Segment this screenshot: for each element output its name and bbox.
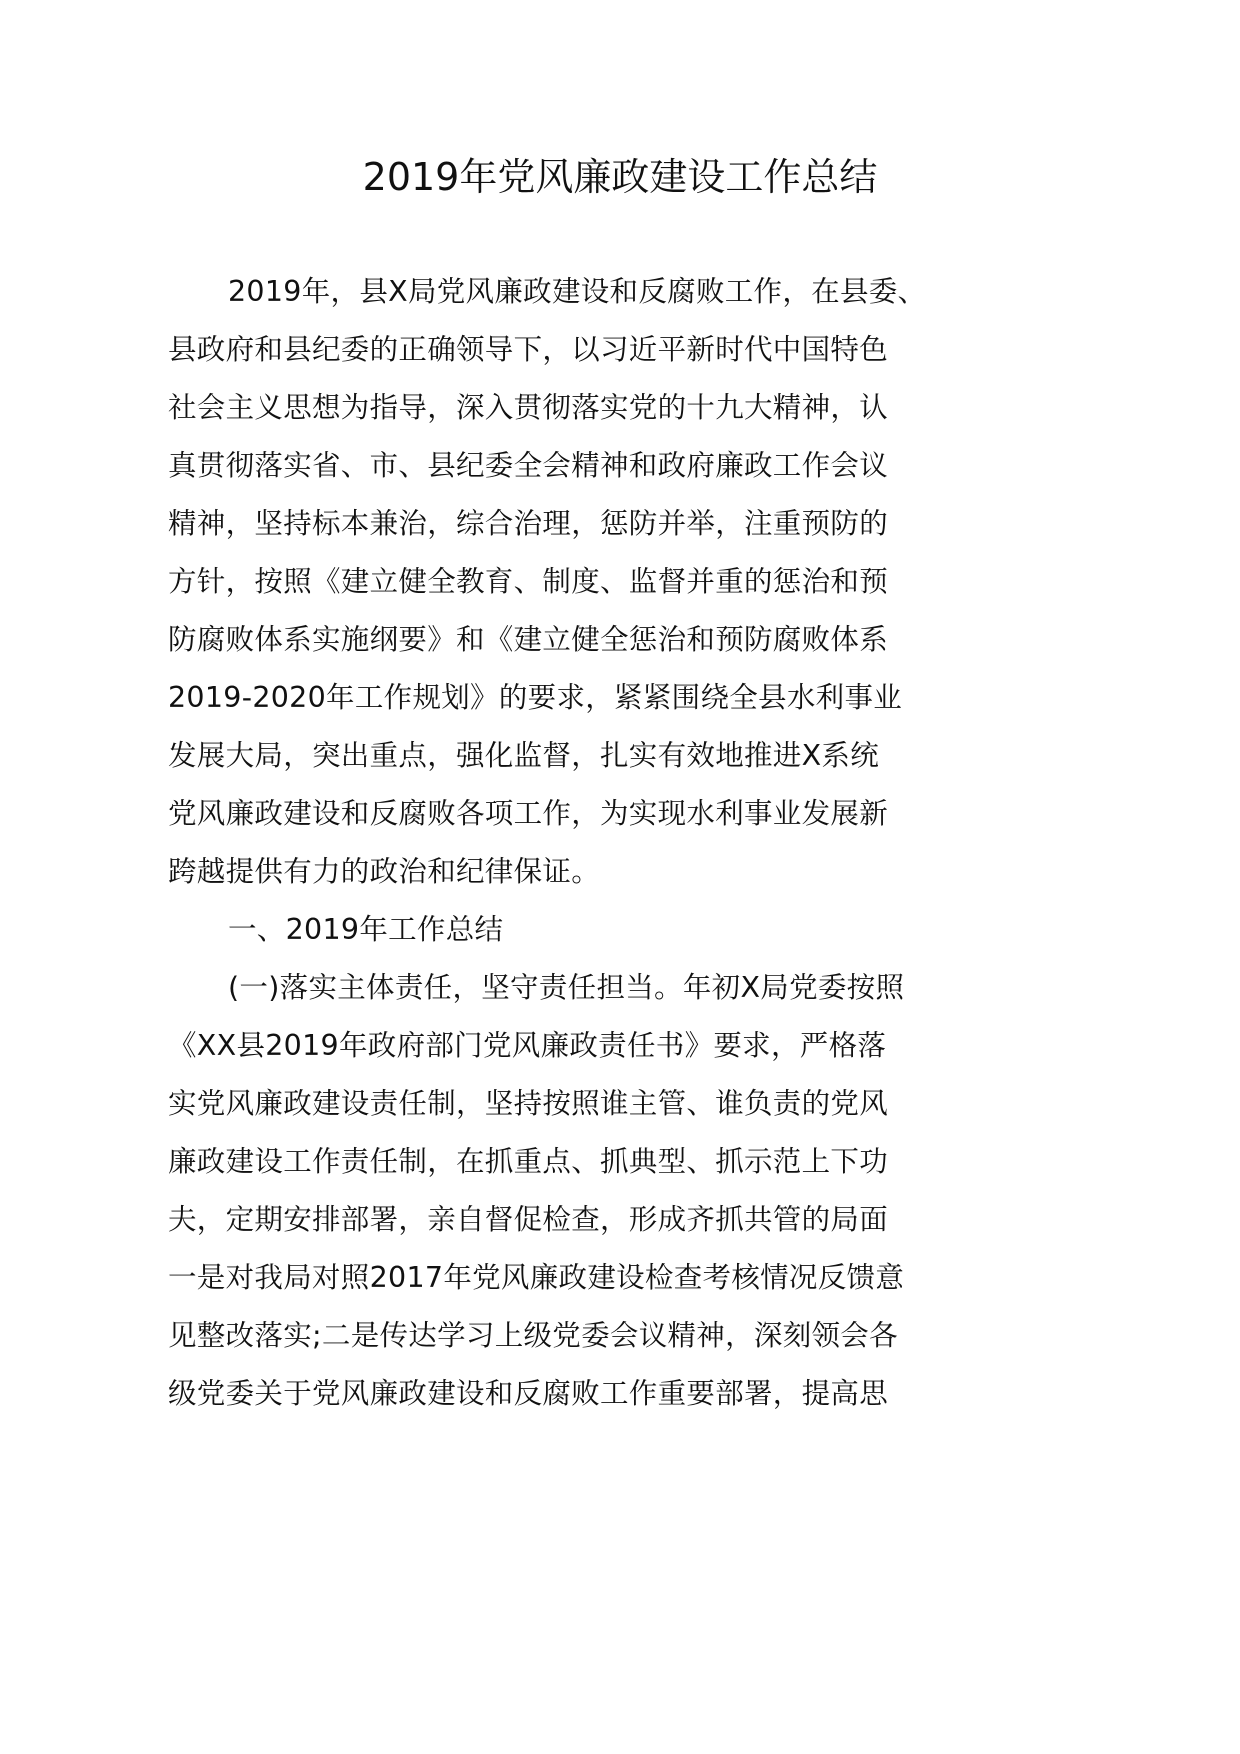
text-line: 方针，按照《建立健全教育、制度、监督并重的惩治和预: [168, 565, 889, 598]
text-line: 2019年，县X局党风廉政建设和反腐败工作，在县委、: [228, 275, 927, 308]
text-line: 廉政建设工作责任制，在抓重点、抓典型、抓示范上下功: [168, 1145, 889, 1178]
text-line: 精神，坚持标本兼治，综合治理，惩防并举，注重预防的: [168, 507, 889, 540]
text-line: 级党委关于党风廉政建设和反腐败工作重要部署，提高思: [168, 1377, 889, 1410]
document-title: 2019年党风廉政建设工作总结: [362, 155, 878, 199]
text-line: 夫，定期安排部署，亲自督促检查，形成齐抓共管的局面: [168, 1203, 889, 1236]
text-line: 跨越提供有力的政治和纪律保证。: [168, 855, 601, 888]
text-line: 《XX县2019年政府部门党风廉政责任书》要求，严格落: [168, 1029, 887, 1062]
text-line: 见整改落实;二是传达学习上级党委会议精神，深刻领会各: [168, 1319, 898, 1352]
text-line: 社会主义思想为指导，深入贯彻落实党的十九大精神，认: [168, 391, 889, 424]
paragraph-intro: [168, 263, 968, 901]
text-line: 实党风廉政建设责任制，坚持按照谁主管、谁负责的党风: [168, 1087, 889, 1120]
text-line: 2019-2020年工作规划》的要求，紧紧围绕全县水利事业: [168, 681, 903, 714]
text-line: 真贯彻落实省、市、县纪委全会精神和政府廉政工作会议: [168, 449, 889, 482]
text-line: 党风廉政建设和反腐败各项工作，为实现水利事业发展新: [168, 797, 889, 830]
text-line: (一)落实主体责任，坚守责任担当。年初X局党委按照: [228, 971, 905, 1004]
text-line: 发展大局，突出重点，强化监督，扎实有效地推进X系统: [168, 739, 880, 772]
text-line: 县政府和县纪委的正确领导下，以习近平新时代中国特色: [168, 333, 889, 366]
section-heading: 一、2019年工作总结: [228, 913, 504, 946]
text-line: 防腐败体系实施纲要》和《建立健全惩治和预防腐败体系: [168, 623, 889, 656]
text-line: 一是对我局对照2017年党风廉政建设检查考核情况反馈意: [168, 1261, 905, 1294]
paragraph-responsibility: [168, 959, 968, 1423]
document-body: [168, 263, 968, 1423]
